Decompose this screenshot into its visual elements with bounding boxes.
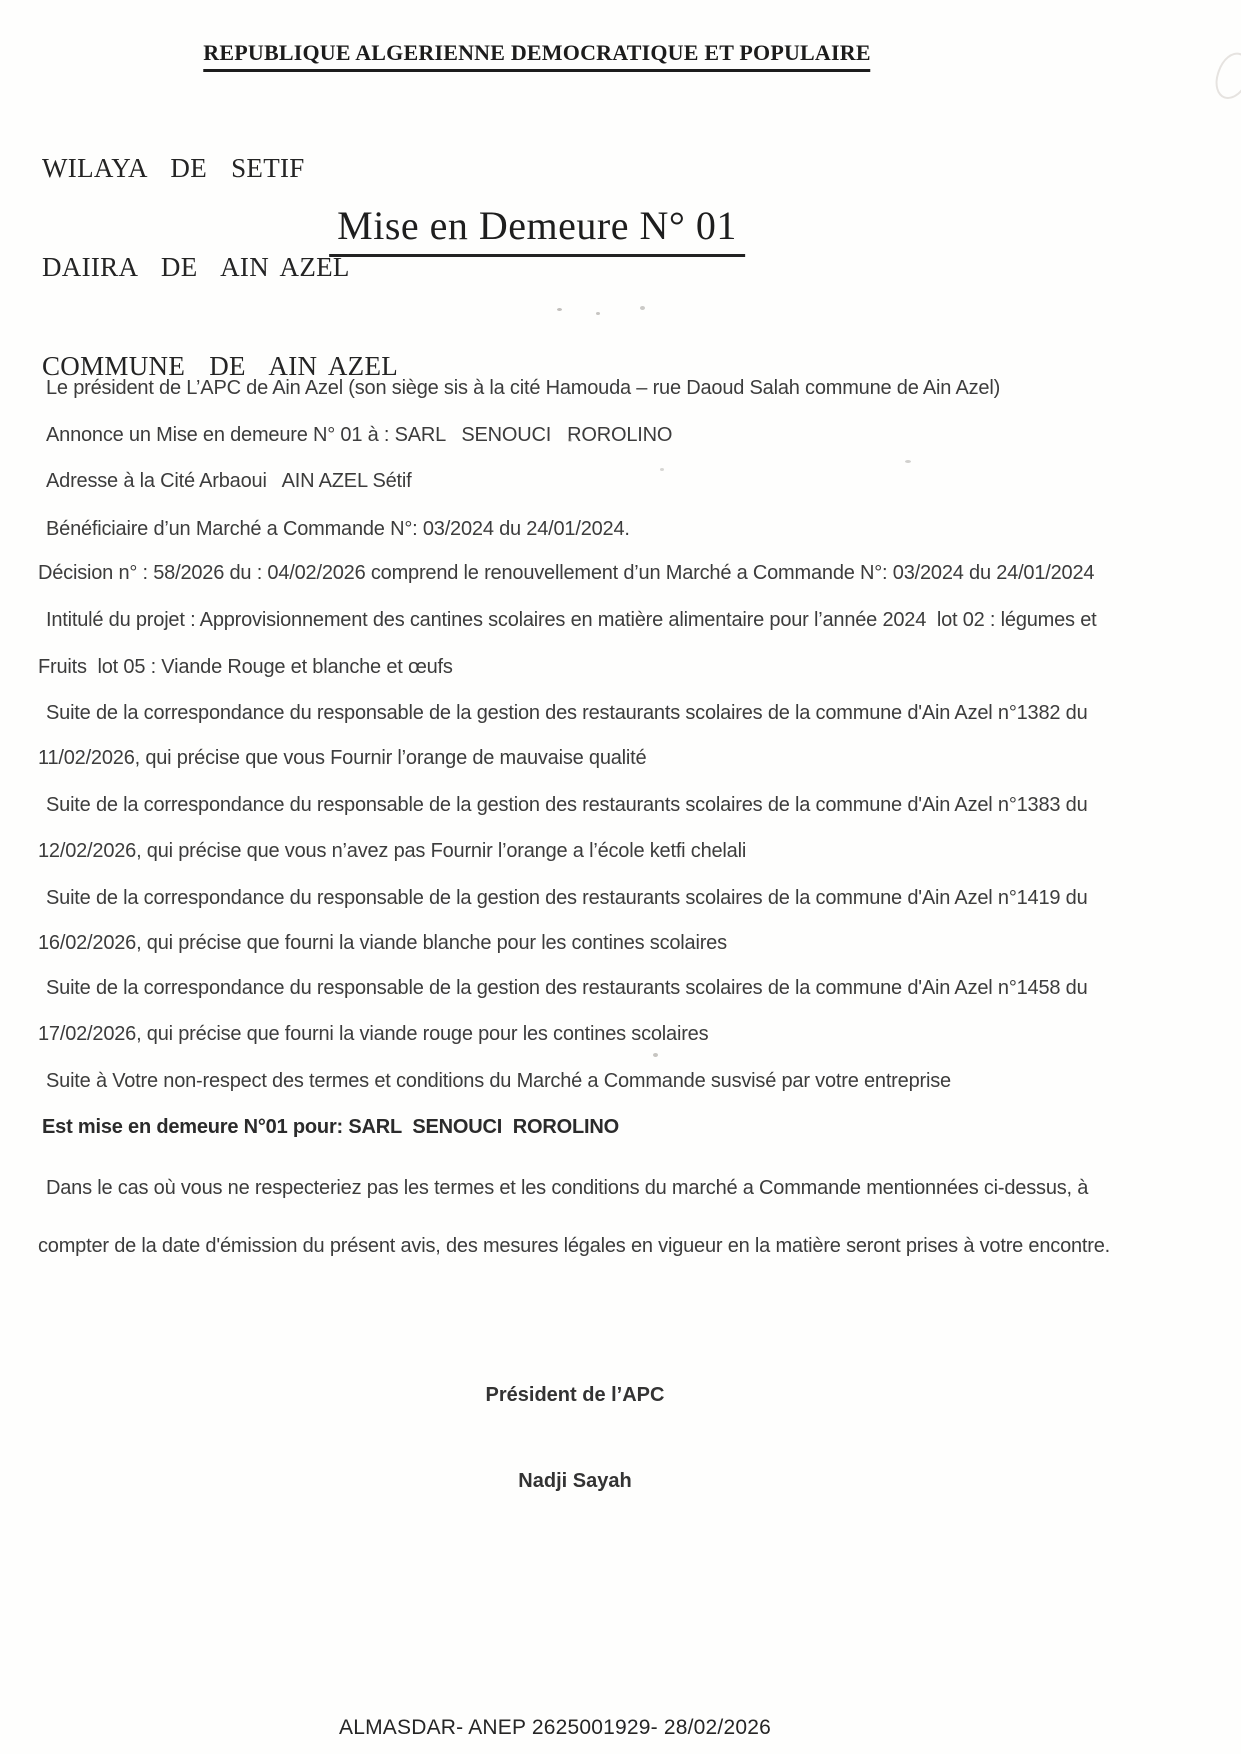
scan-speckle: [905, 460, 911, 463]
wilaya-line: WILAYA DE SETIF: [42, 153, 305, 183]
scan-speckle: [568, 438, 572, 442]
body-line-9: 11/02/2026, qui précise que vous Fournir l’orange de mauvaise qualité: [38, 747, 647, 769]
body-line-6: Intitulé du projet : Approvisionnement des cantines scolaires en matière alimentaire pour l’année 2024 lot 02 : légumes et: [46, 609, 1097, 631]
body-line-5: Décision n° : 58/2026 du : 04/02/2026 comprend le renouvellement d’un Marché a Commande N°: 03/2024 du 24/01/2024: [38, 562, 1095, 584]
body-line-1: Le président de L’APC de Ain Azel (son siège sis à la cité Hamouda – rue Daoud Salah commune de Ain Azel): [46, 377, 1001, 399]
scan-speckle: [640, 306, 645, 310]
scan-speckle: [660, 468, 664, 471]
mise-en-demeure-statement: Est mise en demeure N°01 pour: SARL SENOUCI ROROLINO: [42, 1116, 619, 1138]
body-line-7: Fruits lot 05 : Viande Rouge et blanche et œufs: [38, 656, 453, 678]
scan-speckle: [596, 312, 600, 315]
signature-block: [486, 1338, 665, 1539]
republic-header: REPUBLIQUE ALGERIENNE DEMOCRATIQUE ET POPULAIRE: [203, 40, 870, 72]
body-line-13: 16/02/2026, qui précise que fourni la viande blanche pour les contines scolaires: [38, 932, 727, 954]
body-line-12: Suite de la correspondance du responsable de la gestion des restaurants scolaires de la commune d'Ain Azel n°1419 du: [46, 887, 1088, 909]
body-line-8: Suite de la correspondance du responsable de la gestion des restaurants scolaires de la commune d'Ain Azel n°1382 du: [46, 702, 1088, 724]
scan-speckle: [557, 308, 562, 311]
body-line-19: compter de la date d'émission du présent avis, des mesures légales en vigueur en la matière seront prises à votre encontre.: [38, 1235, 1111, 1257]
body-line-3: Adresse à la Cité Arbaoui AIN AZEL Sétif: [46, 470, 412, 492]
daira-line: DAIIRA DE AIN AZEL: [42, 252, 350, 282]
body-line-4: Bénéficiaire d’un Marché a Commande N°: 03/2024 du 24/01/2024.: [46, 518, 630, 540]
commune-line: COMMUNE DE AIN AZEL: [42, 351, 399, 381]
signer-name: Nadji Sayah: [518, 1470, 632, 1492]
body-line-10: Suite de la correspondance du responsable de la gestion des restaurants scolaires de la commune d'Ain Azel n°1383 du: [46, 794, 1088, 816]
body-line-11: 12/02/2026, qui précise que vous n’avez pas Fournir l’orange a l’école ketfi chelali: [38, 840, 747, 862]
scan-smudge: [1210, 48, 1241, 104]
body-line-16: Suite à Votre non-respect des termes et conditions du Marché a Commande susvisé par votre entreprise: [46, 1070, 951, 1092]
signer-role: Président de l’APC: [485, 1384, 665, 1406]
body-line-14: Suite de la correspondance du responsable de la gestion des restaurants scolaires de la commune d'Ain Azel n°1458 du: [46, 977, 1088, 999]
body-line-18: Dans le cas où vous ne respecteriez pas les termes et les conditions du marché a Commande mentionnées ci-dessus, à: [46, 1177, 1089, 1199]
body-line-2: Annonce un Mise en demeure N° 01 à : SARL SENOUCI ROROLINO: [46, 424, 673, 446]
anep-footer: ALMASDAR- ANEP 2625001929- 28/02/2026: [339, 1716, 771, 1739]
document-title: Mise en Demeure N° 01: [329, 202, 745, 257]
body-line-15: 17/02/2026, qui précise que fourni la viande rouge pour les contines scolaires: [38, 1023, 709, 1045]
scan-speckle: [653, 1053, 658, 1057]
